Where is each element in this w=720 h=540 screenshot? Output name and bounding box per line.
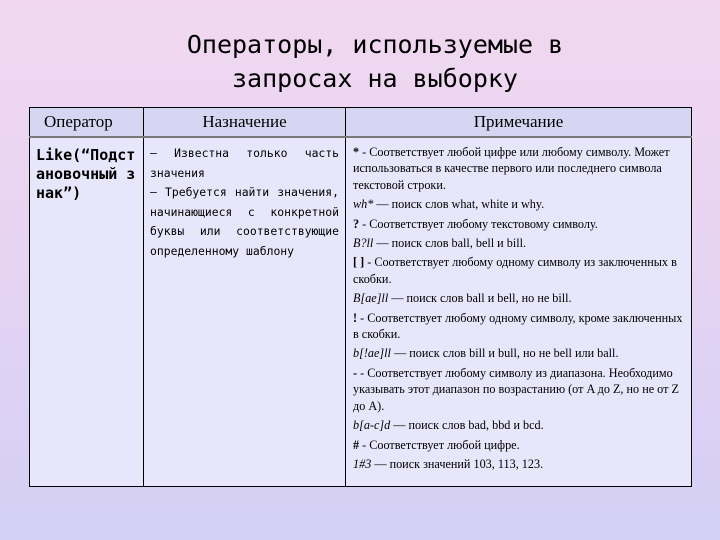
wildcard-symbol: # <box>353 437 360 452</box>
note-text: - Соответствует любой цифре или любому символу. Может использоваться в качестве первого или последнего символа текстовой строки. <box>353 145 670 192</box>
note-item <box>353 144 685 193</box>
wildcard-symbol: ! <box>353 310 358 325</box>
note-text: — поиск слов what, white и why. <box>373 197 545 212</box>
note-text: — поиск слов ball, bell и bill. <box>373 236 527 251</box>
note-text: — поиск значений 103, 113, 123. <box>371 456 544 471</box>
note-item <box>353 437 685 453</box>
note-text: - Соответствует любой цифре. <box>359 437 520 452</box>
note-text: - Соответствует любому текстовому символу. <box>359 216 598 231</box>
header-operator: Оператор <box>30 108 144 138</box>
purpose-item: – Требуется найти значения, начинающиеся с конкретной буквы или соответствующие определенному шаблону <box>150 185 339 258</box>
note-item <box>353 254 685 287</box>
note-example <box>353 345 685 361</box>
wildcard-symbol: [ ] <box>353 255 365 270</box>
note-example <box>353 456 685 472</box>
note-item <box>353 216 685 232</box>
example-pattern: wh* <box>353 197 374 212</box>
note-item <box>353 365 685 414</box>
operators-table <box>29 107 692 487</box>
note-text: - Соответствует любому одному символу, кроме заключенных в скобки. <box>353 310 683 342</box>
note-text: - Соответствует любому одному символу из заключенных в скобки. <box>353 255 677 286</box>
example-pattern: B[ae]ll <box>353 291 389 306</box>
header-notes: Примечание <box>346 108 692 138</box>
table-row <box>30 137 692 487</box>
note-example <box>353 235 685 251</box>
header-row <box>30 108 692 138</box>
note-example <box>353 290 685 306</box>
example-pattern: b[a-c]d <box>353 418 391 433</box>
example-pattern: b[!ae]ll <box>353 346 391 361</box>
note-example <box>353 417 685 433</box>
title-line-1: Операторы, используемые в <box>186 30 564 59</box>
note-text: - Соответствует любому символу из диапазона. Необходимо указывать этот диапазон по возрастанию (от A до Z, но не от Z до A). <box>353 365 679 413</box>
header-purpose: Назначение <box>144 108 346 138</box>
note-text: — поиск слов bad, bbd и bcd. <box>390 418 544 433</box>
wildcard-symbol: ? <box>353 216 360 231</box>
note-text: — поиск слов bill и bull, но не bell или ball. <box>390 346 619 361</box>
example-pattern: B?ll <box>353 236 374 251</box>
note-example <box>353 196 685 212</box>
purpose-cell <box>144 137 346 487</box>
wildcard-symbol: * <box>353 145 360 159</box>
notes-cell <box>346 137 692 487</box>
slide-title <box>0 28 720 96</box>
operator-cell: Like(“Подстановочный знак”) <box>30 137 144 487</box>
wildcard-symbol: - <box>353 365 358 380</box>
note-item <box>353 310 685 343</box>
note-text: — поиск слов ball и bell, но не bill. <box>388 291 572 306</box>
title-line-2: запросах на выборку <box>232 64 518 93</box>
example-pattern: 1#3 <box>353 456 372 471</box>
purpose-item: – Известна только часть значения <box>150 146 339 180</box>
